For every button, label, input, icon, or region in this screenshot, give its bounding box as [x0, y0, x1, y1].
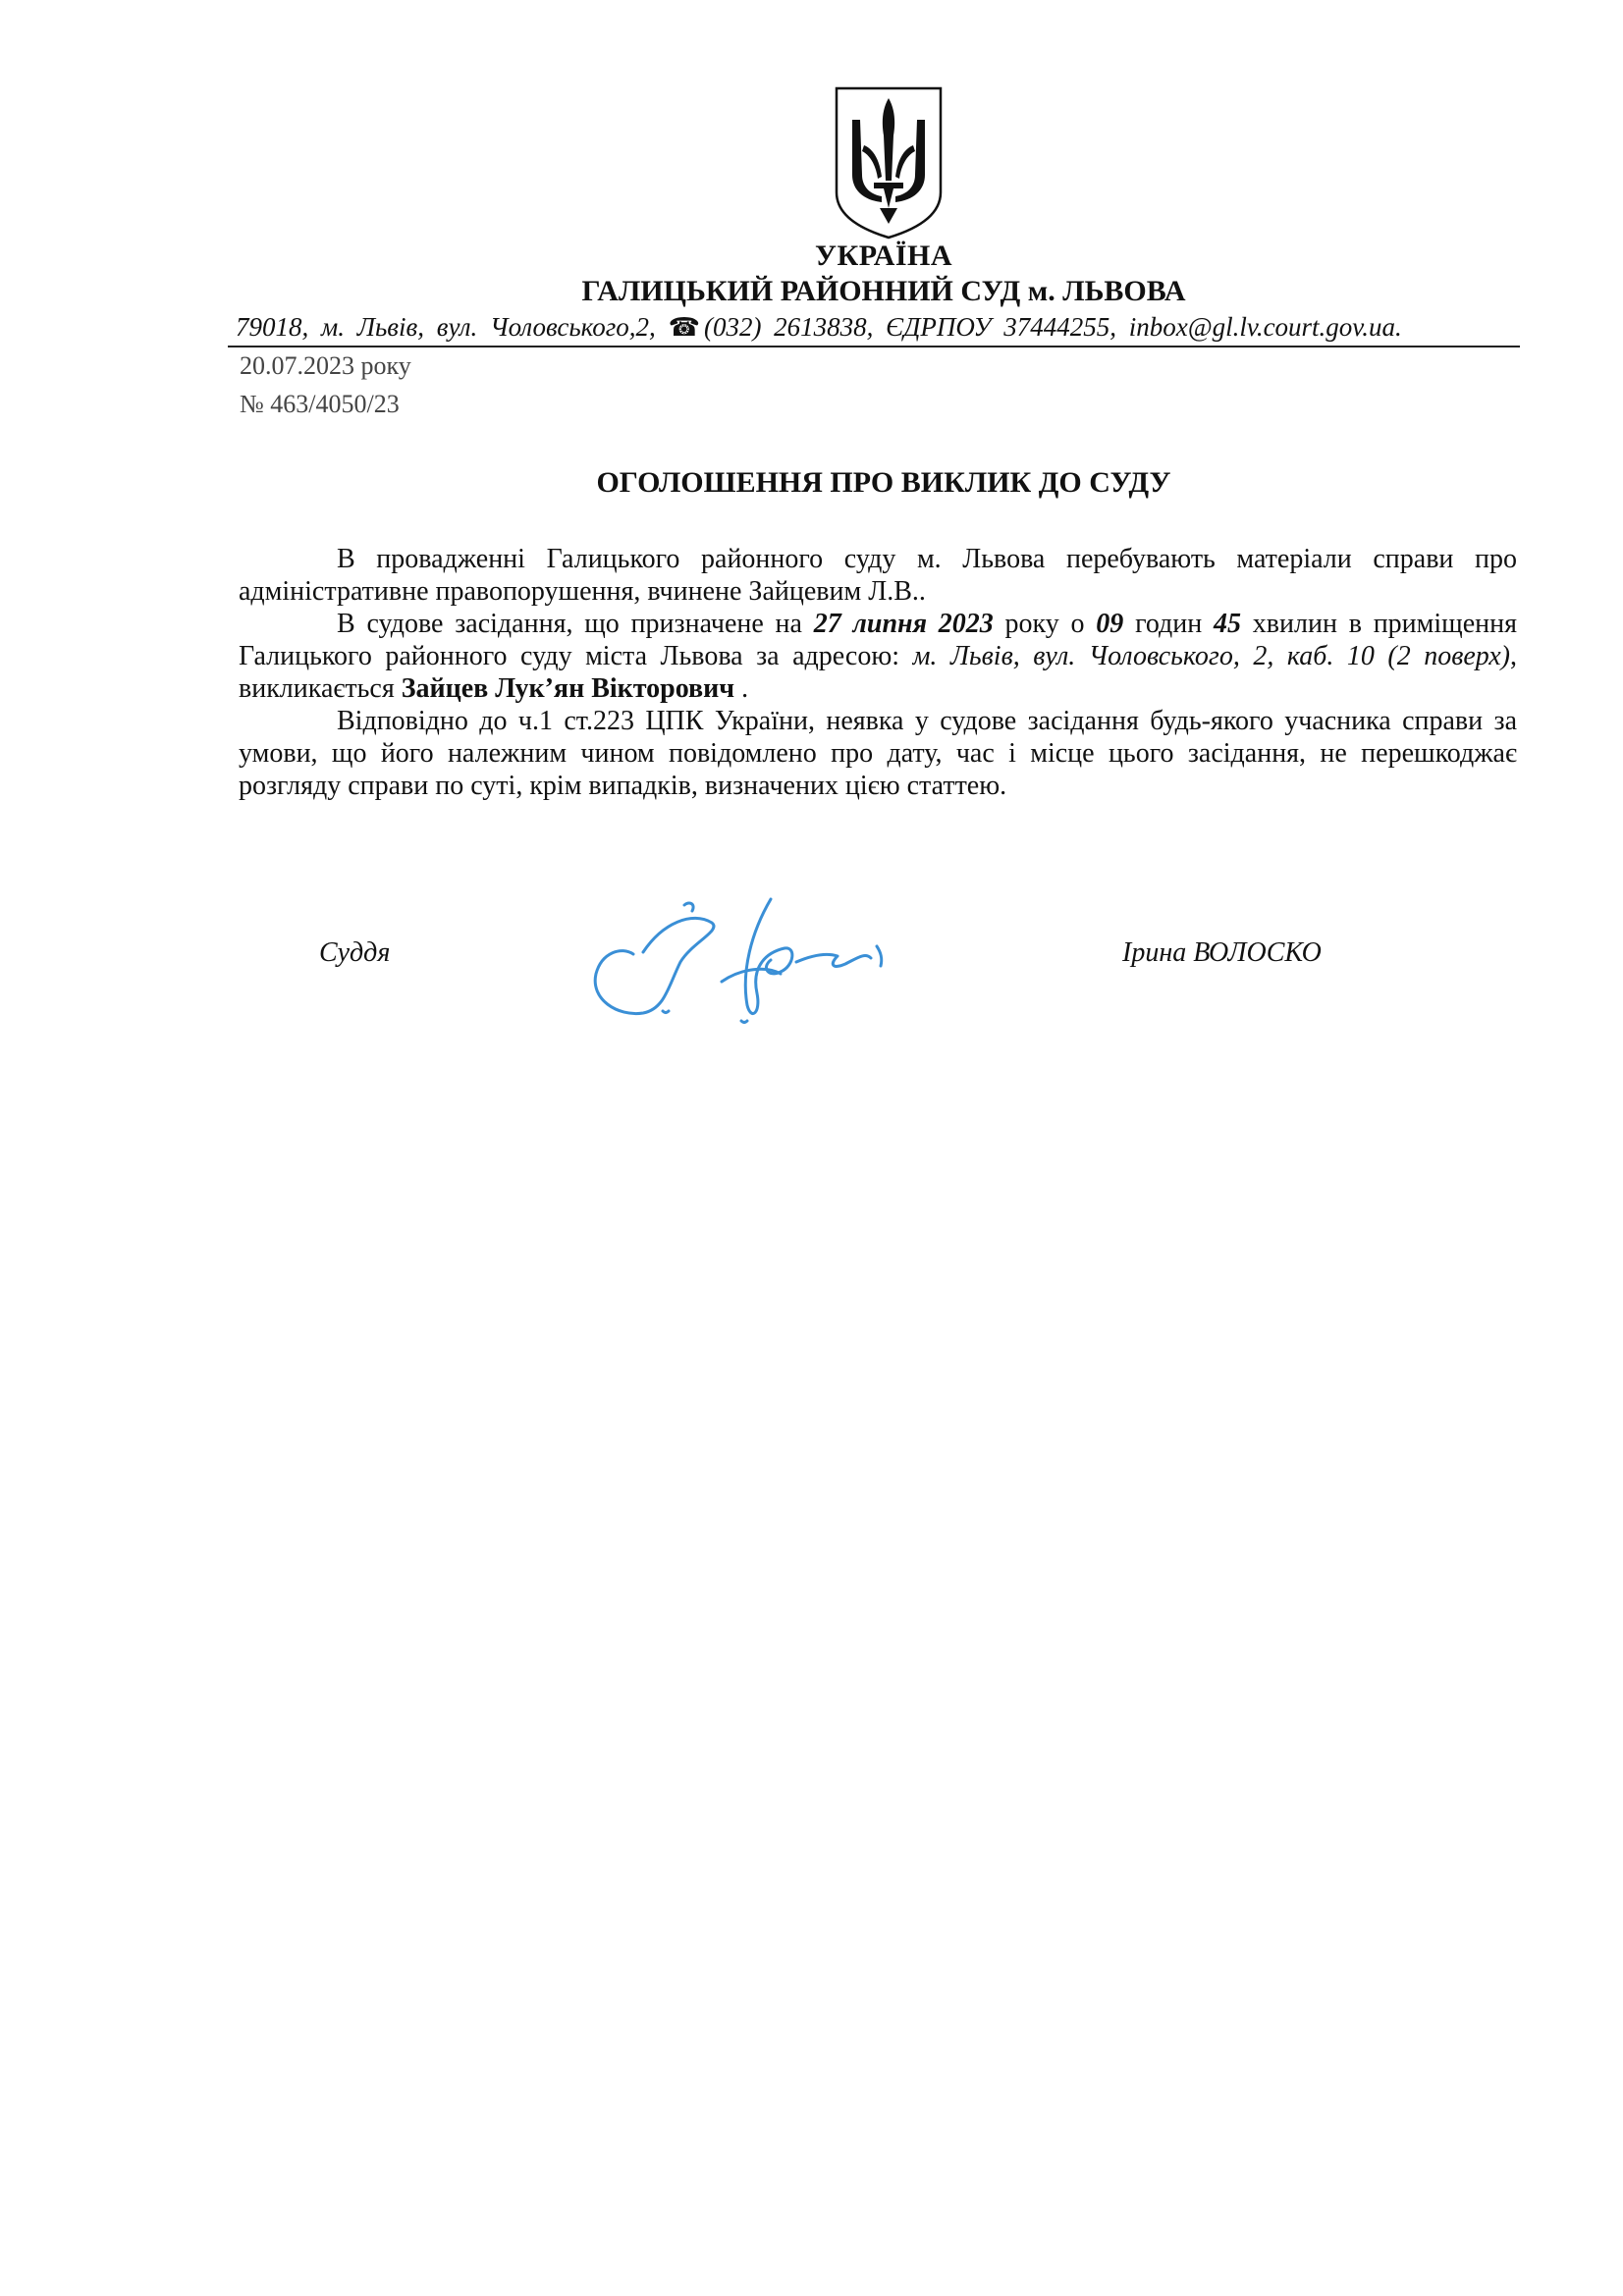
court-address-line — [236, 312, 1512, 343]
hearing-date: 27 липня 2023 — [813, 609, 994, 639]
hearing-hours: 09 — [1096, 609, 1124, 639]
paragraph-proceedings: В провадженні Галицького районного суду м. Львова перебувають матеріали справи про адміністративне правопорушення, вчинене Зайцевим Л.В.. — [239, 544, 1517, 607]
summons-text-6: . — [734, 673, 749, 704]
judge-label: Суддя — [319, 937, 391, 968]
header-divider — [228, 346, 1520, 347]
hearing-address: м. Львів, вул. Чоловського, 2, каб. 10 (2 поверх) — [912, 641, 1510, 671]
address-text: 79018, м. Львів, вул. Чоловського,2, — [236, 312, 656, 342]
summons-text-3: годин — [1123, 609, 1215, 639]
paragraph-legal-basis: Відповідно до ч.1 ст.223 ЦПК України, неявка у судове засідання будь-якого учасника справи за умови, що його належним чином повідомлено про дату, час і місце цього засідання, не перешкоджає розгляду справи по суті, крім випадків, визначених цією статтею. — [239, 706, 1517, 801]
document-body — [239, 543, 1517, 802]
document-date: 20.07.2023 року — [240, 351, 411, 380]
summons-text-4: хвилин в приміщення Галицького районного суду міста Львова за адресою: — [239, 609, 1518, 671]
court-name-heading: ГАЛИЦЬКИЙ РАЙОННИЙ СУД м. ЛЬВОВА — [581, 275, 1186, 307]
country-heading: УКРАЇНА — [814, 240, 953, 272]
summons-text-5: , викликається — [239, 641, 1517, 704]
case-number: № 463/4050/23 — [240, 390, 400, 418]
trident-coat-of-arms-icon — [831, 84, 947, 240]
handwritten-signature — [574, 883, 928, 1031]
summons-text-1: В судове засідання, що призначене на — [337, 609, 814, 639]
telephone-icon: ☎ — [668, 313, 700, 342]
document-title: ОГОЛОШЕННЯ ПРО ВИКЛИК ДО СУДУ — [596, 466, 1171, 499]
contacts-text: (032) 2613838, ЄДРПОУ 37444255, inbox@gl.lv.court.gov.ua. — [703, 312, 1402, 342]
summons-text-2: року о — [993, 609, 1097, 639]
judge-name: Ірина ВОЛОСКО — [1122, 937, 1322, 968]
paragraph-summons — [239, 608, 1517, 705]
hearing-minutes: 45 — [1214, 609, 1242, 639]
summoned-person: Зайцев Лук’ян Вікторович — [401, 673, 735, 704]
